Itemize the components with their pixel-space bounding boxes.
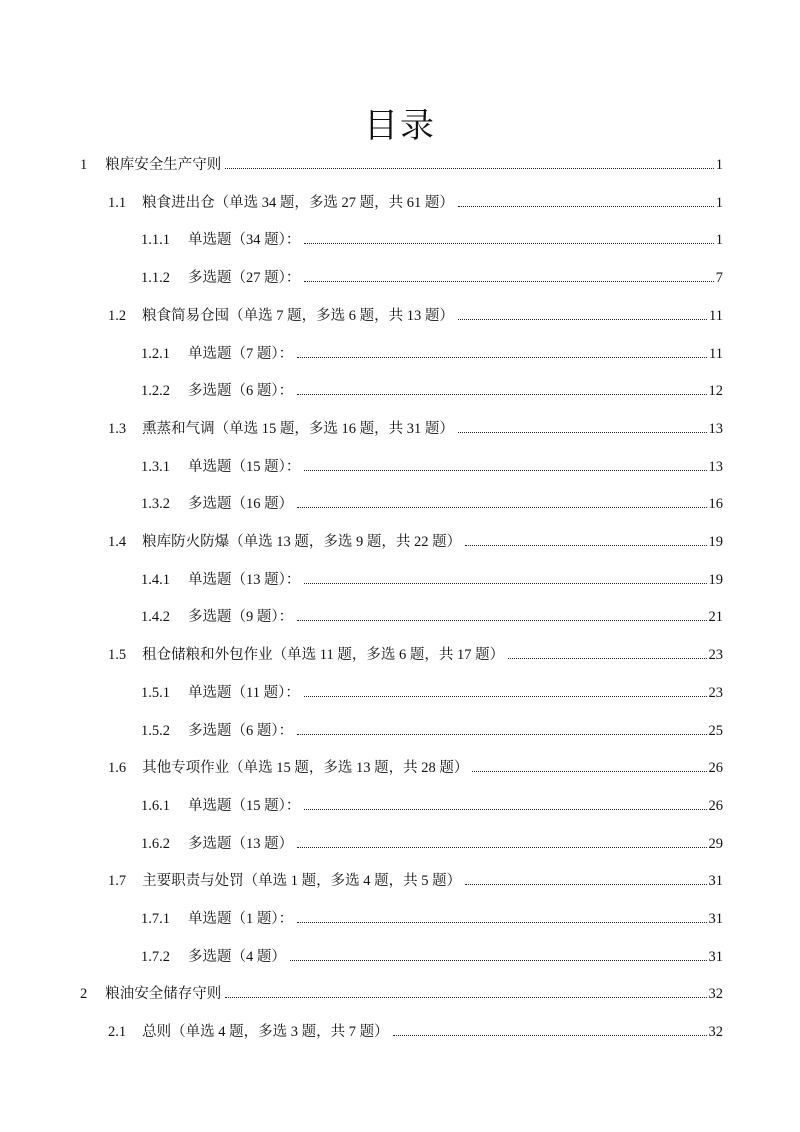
- toc-entry-number: 1.3.2: [141, 496, 170, 513]
- toc-entry-number: 1.3.1: [141, 458, 170, 475]
- toc-dot-leader: [297, 846, 706, 848]
- toc-entry-number: 1.6.2: [141, 835, 170, 852]
- toc-entry-page-number: 23: [708, 684, 723, 701]
- toc-entry-page-number: 32: [708, 986, 723, 1003]
- toc-entry-page-number: 31: [708, 873, 723, 890]
- toc-entry-title: 熏蒸和气调（单选 15 题，多选 16 题，共 31 题）: [142, 420, 454, 437]
- toc-entry-page-number: 21: [708, 609, 723, 626]
- toc-entry-page-number: 12: [708, 383, 723, 400]
- toc-entry[interactable]: [141, 228, 723, 252]
- toc-dot-leader: [458, 318, 707, 320]
- toc-dot-leader: [304, 695, 707, 697]
- toc-entry-number: 1.1: [108, 194, 127, 211]
- toc-dot-leader: [297, 921, 706, 923]
- toc-entry-page-number: 29: [708, 835, 723, 852]
- toc-dot-leader: [304, 242, 713, 244]
- toc-entry[interactable]: [141, 492, 723, 516]
- toc-entry-page-number: 16: [708, 496, 723, 513]
- toc-entry-title: 粮食进出仓（单选 34 题，多选 27 题，共 61 题）: [142, 194, 454, 211]
- toc-dot-leader: [508, 657, 706, 659]
- toc-dot-leader: [465, 883, 706, 885]
- toc-entry-page-number: 13: [708, 458, 723, 475]
- toc-entry[interactable]: [141, 379, 723, 403]
- toc-entry[interactable]: [108, 756, 723, 780]
- toc-entry-number: 1.2.1: [141, 345, 170, 362]
- toc-entry-page-number: 31: [708, 911, 723, 927]
- toc-dot-leader: [304, 280, 713, 282]
- toc-entry-number: 1.4.2: [141, 609, 170, 626]
- toc-entry-title: 多选题（13 题）: [188, 835, 294, 852]
- toc-dot-leader: [297, 506, 706, 508]
- toc-entry-page-number: 31: [708, 948, 723, 965]
- toc-entry-page-number: 1: [715, 194, 723, 211]
- toc-entry-title: 单选题（7 题）：: [188, 345, 294, 362]
- toc-entry-page-number: 11: [709, 307, 723, 324]
- toc-entry-title: 粮库防火防爆（单选 13 题，多选 9 题，共 22 题）: [142, 534, 462, 550]
- toc-entry-title: 多选题（9 题）：: [188, 609, 294, 626]
- toc-entry-number: 1.4.1: [141, 571, 170, 588]
- toc-entry-number: 1.6.1: [141, 797, 170, 814]
- toc-entry-page-number: 26: [708, 760, 723, 777]
- toc-entry-title: 总则（单选 4 题，多选 3 题，共 7 题）: [142, 1024, 389, 1041]
- toc-entry[interactable]: [141, 719, 723, 743]
- toc-entry-page-number: 7: [715, 270, 723, 287]
- toc-entry[interactable]: [141, 266, 723, 290]
- toc-dot-leader: [472, 770, 706, 772]
- toc-entry[interactable]: [141, 455, 723, 479]
- toc-entry[interactable]: [108, 191, 723, 215]
- toc-entry-number: 2.1: [108, 1024, 127, 1041]
- toc-entry[interactable]: [80, 982, 723, 1006]
- toc-dot-leader: [297, 356, 707, 358]
- toc-entry-title: 多选题（16 题）: [188, 496, 294, 513]
- toc-dot-leader: [297, 733, 706, 735]
- toc-dot-leader: [458, 205, 714, 207]
- toc-dot-leader: [304, 582, 706, 584]
- toc-entry-page-number: 19: [708, 534, 723, 550]
- toc-entry-page-number: 32: [708, 1024, 723, 1041]
- toc-entry-number: 1.7.2: [141, 948, 170, 965]
- toc-entry-page-number: 1: [715, 157, 723, 173]
- toc-entry-title: 单选题（13 题）：: [188, 571, 301, 588]
- toc-entry-title: 单选题（34 题）：: [188, 232, 301, 249]
- toc-entry-number: 1.7.1: [141, 911, 170, 927]
- toc-entry-number: 2: [80, 986, 88, 1003]
- toc-entry[interactable]: [141, 342, 723, 366]
- toc-entry-page-number: 26: [708, 797, 723, 814]
- toc-entry-title: 其他专项作业（单选 15 题，多选 13 题，共 28 题）: [142, 760, 469, 777]
- toc-entry[interactable]: [108, 530, 723, 554]
- toc-dot-leader: [304, 469, 706, 471]
- toc-entry[interactable]: [108, 417, 723, 441]
- toc-entry-number: 1.6: [108, 760, 127, 777]
- toc-entry-title: 粮油安全储存守则: [105, 986, 222, 1003]
- toc-dot-leader: [393, 1034, 707, 1036]
- toc-entry[interactable]: [141, 794, 723, 818]
- toc-dot-leader: [297, 619, 706, 621]
- toc-dot-leader: [297, 393, 706, 395]
- toc-entry[interactable]: [108, 304, 723, 328]
- toc-entry-title: 多选题（4 题）: [188, 948, 286, 965]
- toc-entry-title: 多选题（6 题）：: [188, 722, 294, 739]
- toc-entry-number: 1.3: [108, 420, 127, 437]
- toc-entry-title: 单选题（15 题）：: [188, 797, 301, 814]
- toc-dot-leader: [304, 808, 706, 810]
- toc-entry[interactable]: [80, 153, 723, 177]
- toc-entry[interactable]: [141, 605, 723, 629]
- toc-dot-leader: [465, 544, 706, 546]
- toc-entry[interactable]: [141, 907, 723, 931]
- toc-entry-page-number: 1: [715, 232, 723, 249]
- toc-entry-number: 1.5: [108, 647, 127, 664]
- toc-entry-page-number: 13: [708, 420, 723, 437]
- toc-entry-title: 主要职责与处罚（单选 1 题，多选 4 题，共 5 题）: [142, 873, 462, 890]
- toc-entry-number: 1.2: [108, 307, 127, 324]
- toc-entry-number: 1: [80, 157, 88, 173]
- toc-entry[interactable]: [141, 681, 723, 705]
- toc-entry[interactable]: [108, 869, 723, 893]
- page-title: 目录: [364, 106, 436, 146]
- toc-entry[interactable]: [141, 568, 723, 592]
- toc-dot-leader: [458, 431, 707, 433]
- toc-entry-number: 1.1.2: [141, 270, 170, 287]
- toc-entry-page-number: 11: [709, 345, 723, 362]
- toc-entry-page-number: 25: [708, 722, 723, 739]
- toc-entry-number: 1.4: [108, 534, 127, 550]
- toc-dot-leader: [225, 167, 714, 169]
- toc-entry-title: 粮库安全生产守则: [105, 157, 222, 173]
- toc-entry[interactable]: [141, 945, 723, 969]
- toc-dot-leader: [290, 959, 707, 961]
- toc-entry-number: 1.1.1: [141, 232, 170, 249]
- toc-entry-title: 多选题（27 题）：: [188, 270, 301, 287]
- toc-entry[interactable]: [108, 643, 723, 667]
- toc-entry-number: 1.5.1: [141, 684, 170, 701]
- toc-entry-title: 单选题（11 题）：: [188, 684, 300, 701]
- toc-entry-number: 1.5.2: [141, 722, 170, 739]
- toc-entry-title: 多选题（6 题）：: [188, 383, 294, 400]
- toc-entry[interactable]: [108, 1020, 723, 1044]
- toc-entry-number: 1.7: [108, 873, 127, 890]
- toc-entry[interactable]: [141, 832, 723, 856]
- toc-entry-title: 租仓储粮和外包作业（单选 11 题，多选 6 题，共 17 题）: [142, 647, 505, 664]
- toc-entry-page-number: 23: [708, 647, 723, 664]
- toc-entry-title: 粮食简易仓囤（单选 7 题，多选 6 题，共 13 题）: [142, 307, 454, 324]
- toc-entry-title: 单选题（1 题）：: [188, 911, 294, 927]
- toc-entry-number: 1.2.2: [141, 383, 170, 400]
- toc-entry-page-number: 19: [708, 571, 723, 588]
- toc-dot-leader: [225, 996, 706, 998]
- toc-entry-title: 单选题（15 题）：: [188, 458, 301, 475]
